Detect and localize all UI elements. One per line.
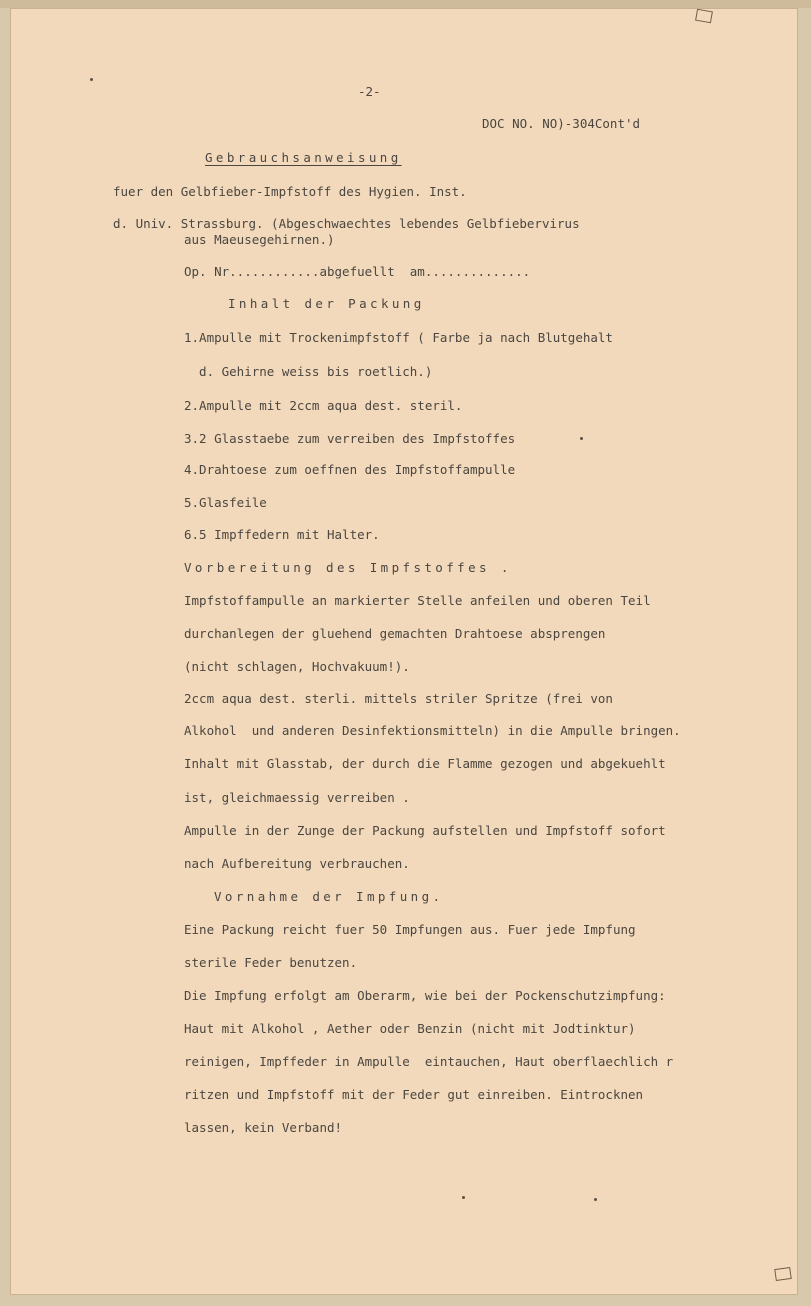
subject-line: fuer den Gelbfieber-Impfstoff des Hygien. Inst. bbox=[113, 184, 467, 199]
vaccination-line: sterile Feder benutzen. bbox=[184, 955, 358, 970]
instructions-heading: Gebrauchsanweisung bbox=[205, 150, 402, 165]
preparation-line: durchanlegen der gluehend gemachten Drahtoese absprengen bbox=[184, 626, 606, 641]
contents-item: d. Gehirne weiss bis roetlich.) bbox=[184, 364, 433, 379]
vaccination-line: Eine Packung reicht fuer 50 Impfungen aus. Fuer jede Impfung bbox=[184, 922, 636, 937]
contents-item: 3.2 Glasstaebe zum verreiben des Impfstoffes bbox=[184, 431, 516, 446]
vaccination-line: Haut mit Alkohol , Aether oder Benzin (nicht mit Jodtinktur) bbox=[184, 1021, 636, 1036]
preparation-line: Inhalt mit Glasstab, der durch die Flamme gezogen und abgekuehlt bbox=[184, 756, 666, 771]
vaccination-line: ritzen und Impfstoff mit der Feder gut einreiben. Eintrocknen bbox=[184, 1087, 644, 1102]
contents-item: 5.Glasfeile bbox=[184, 495, 267, 510]
subject-line: d. Univ. Strassburg. (Abgeschwaechtes lebendes Gelbfiebervirus bbox=[113, 216, 580, 231]
vaccination-line: reinigen, Impffeder in Ampulle eintauchen, Haut oberflaechlich r bbox=[184, 1054, 674, 1069]
preparation-line: Alkohol und anderen Desinfektionsmitteln) in die Ampulle bringen. bbox=[184, 723, 681, 738]
doc-number: DOC NO. NO)-304Cont'd bbox=[482, 116, 641, 131]
preparation-heading: Vorbereitung des Impfstoffes . bbox=[184, 560, 512, 575]
subject-line: aus Maeusegehirnen.) bbox=[184, 232, 335, 247]
vaccination-heading: Vornahme der Impfung. bbox=[214, 889, 444, 904]
op-number-line: Op. Nr............abgefuellt am.............. bbox=[184, 264, 531, 279]
preparation-line: ist, gleichmaessig verreiben . bbox=[184, 790, 410, 805]
contents-item: 6.5 Impffedern mit Halter. bbox=[184, 527, 380, 542]
preparation-line: 2ccm aqua dest. sterli. mittels striler Spritze (frei von bbox=[184, 691, 613, 706]
page-number: -2- bbox=[358, 84, 381, 99]
paper-speck bbox=[90, 78, 93, 81]
paper-speck bbox=[462, 1196, 465, 1199]
preparation-line: Ampulle in der Zunge der Packung aufstellen und Impfstoff sofort bbox=[184, 823, 666, 838]
vaccination-line: Die Impfung erfolgt am Oberarm, wie bei der Pockenschutzimpfung: bbox=[184, 988, 666, 1003]
corner-mark bbox=[695, 9, 713, 24]
preparation-line: nach Aufbereitung verbrauchen. bbox=[184, 856, 410, 871]
corner-mark bbox=[774, 1267, 792, 1281]
preparation-line: Impfstoffampulle an markierter Stelle anfeilen und oberen Teil bbox=[184, 593, 651, 608]
scan-top-edge bbox=[0, 0, 811, 8]
paper-speck bbox=[594, 1198, 597, 1201]
contents-item: 1.Ampulle mit Trockenimpfstoff ( Farbe ja nach Blutgehalt bbox=[184, 330, 613, 345]
contents-item: 2.Ampulle mit 2ccm aqua dest. steril. bbox=[184, 398, 463, 413]
vaccination-line: lassen, kein Verband! bbox=[184, 1120, 343, 1135]
preparation-line: (nicht schlagen, Hochvakuum!). bbox=[184, 659, 410, 674]
contents-heading: Inhalt der Packung bbox=[228, 296, 425, 311]
paper-speck bbox=[580, 437, 583, 440]
contents-item: 4.Drahtoese zum oeffnen des Impfstoffampulle bbox=[184, 462, 516, 477]
